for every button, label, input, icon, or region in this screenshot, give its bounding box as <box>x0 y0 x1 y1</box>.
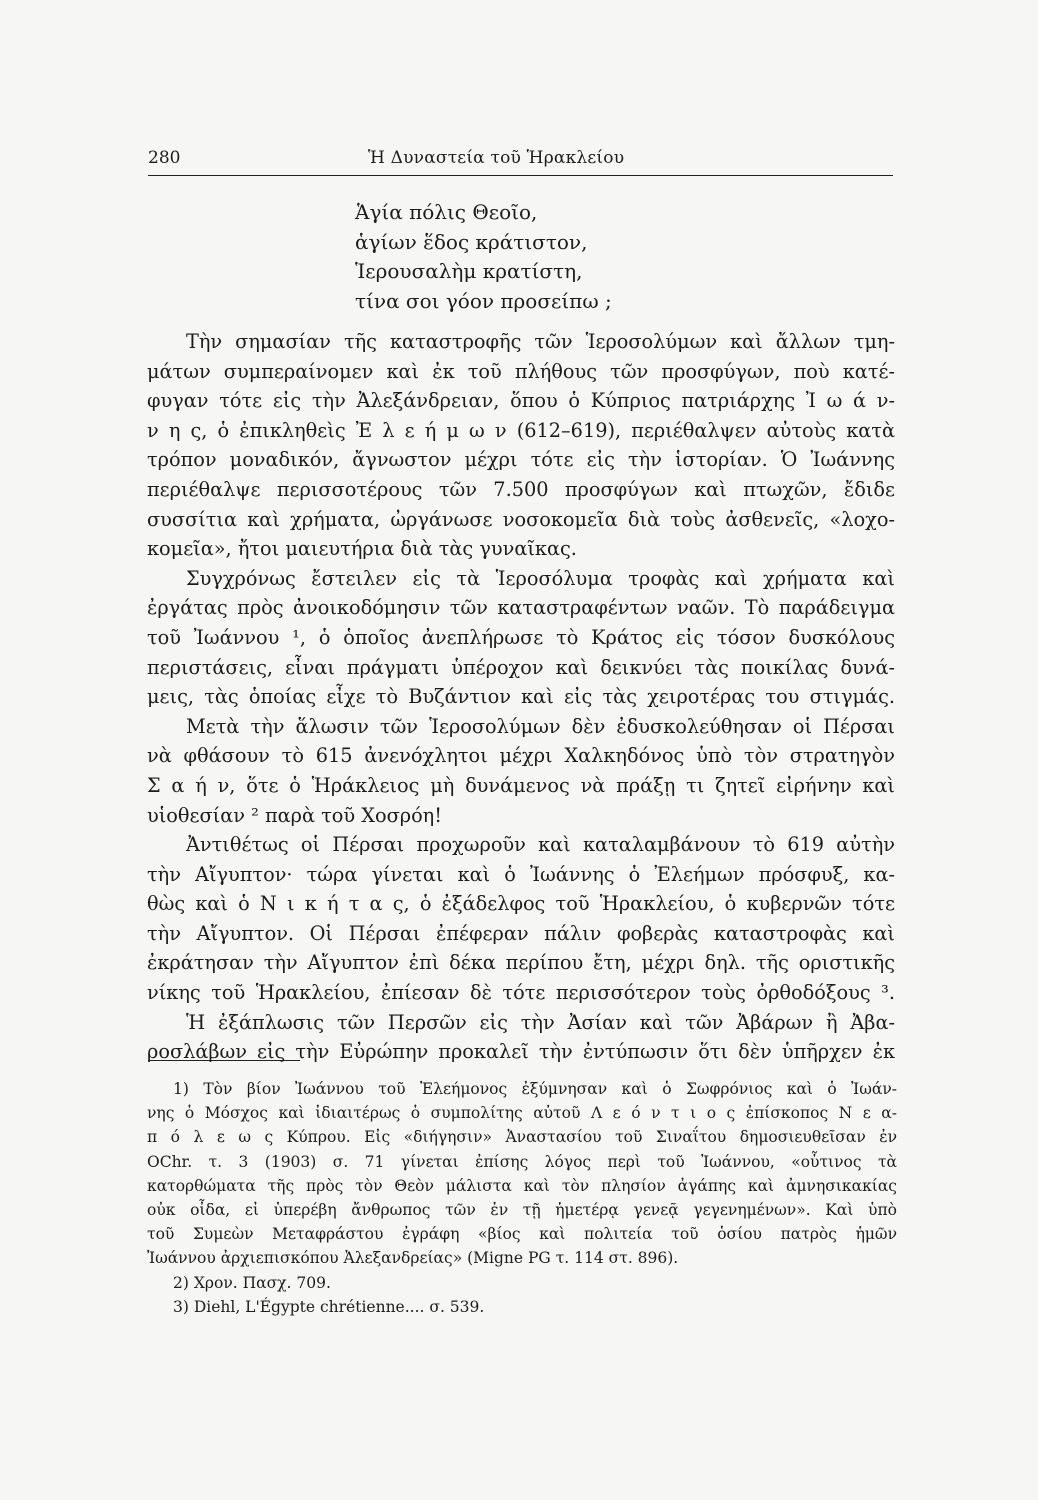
footnote-line: νης ὁ Μόσχος καὶ ἰδιαιτέρως ὁ συμπολίτης αὐτοῦ Λ ε ό ν τ ι ο ς ἐπίσκοπος Ν ε α- <box>147 1104 897 1123</box>
footnote-line: τοῦ Συμεὼν Μεταφράστου ἐγράφη «βίος καὶ πολιτεία τοῦ ὁσίου πατρὸς ἡμῶν <box>147 1225 897 1244</box>
text-line: Ἀντιθέτως οἱ Πέρσαι προχωροῦν καὶ καταλαμβάνουν τὸ 619 αὐτὴν <box>186 833 895 857</box>
footnote-line: π ό λ ε ω ς Κύπρου. Εἰς «διήγησιν» Ἀναστασίου τοῦ Σιναΐτου δημοσιευθεῖσαν ἐν <box>147 1128 897 1147</box>
poem-quotation <box>355 198 612 316</box>
text-line: νὰ φθάσουν τὸ 615 ἀνενόχλητοι μέχρι Χαλκηδόνος ὑπὸ τὸν στρατηγὸν <box>147 744 895 768</box>
text-line: Ἡ ἐξάπλωσις τῶν Περσῶν εἰς τὴν Ἀσίαν καὶ τῶν Ἀβάρων ἢ Ἀβα- <box>186 1010 895 1034</box>
text-line: νίκης τοῦ Ἡρακλείου, ἐπίεσαν δὲ τότε περισσότερον τοὺς ὀρθοδόξους ³. <box>147 981 895 1005</box>
footnote-line: OChr. τ. 3 (1903) σ. 71 γίνεται ἐπίσης λόγος περὶ τοῦ Ἰωάννου, «οὗτινος τὰ <box>147 1152 897 1171</box>
text-line: μεις, τὰς ὁποίας εἶχε τὸ Βυζάντιον καὶ εἰς τὰς χειροτέρας του στιγμάς. <box>147 685 895 709</box>
text-line: τὴν Αἴγυπτον· τώρα γίνεται καὶ ὁ Ἰωάννης ὁ Ἐλεήμων πρόσφυξ, κα- <box>147 862 895 886</box>
footnote-line: 2) Χρον. Πασχ. 709. <box>173 1273 331 1292</box>
main-text <box>147 327 895 1067</box>
footnote-line: 3) Diehl, L'Égypte chrétienne.... σ. 539. <box>173 1297 485 1316</box>
text-line: Συγχρόνως ἔστειλεν εἰς τὰ Ἱεροσόλυμα τροφὰς καὶ χρήματα καὶ <box>186 566 895 590</box>
text-line: περιστάσεις, εἶναι πράγματι ὑπέροχον καὶ δεικνύει τὰς ποικίλας δυνά- <box>147 655 895 679</box>
footnote-line: 1) Τὸν βίον Ἰωάννου τοῦ Ἐλεήμονος ἐξύμνησαν καὶ ὁ Σωφρόνιος καὶ ὁ Ἰωάν- <box>173 1080 897 1098</box>
page-number: 280 <box>148 148 181 168</box>
footnotes <box>147 1077 897 1319</box>
poem-line: τίνα σοι γόον προσείπω ; <box>355 288 612 313</box>
footnote-line: οὐκ οἶδα, εἰ ὑπερέβη ἄνθρωπος τῶν ἐν τῇ ἡμετέρᾳ γενεᾷ γεγενημένων». Καὶ ὑπὸ <box>147 1201 897 1220</box>
text-line: τρόπον μοναδικόν, ἄγνωστον μέχρι τότε εἰς τὴν ἱστορίαν. Ὁ Ἰωάννης <box>147 448 895 472</box>
text-line: Τὴν σημασίαν τῆς καταστροφῆς τῶν Ἱεροσολύμων καὶ ἄλλων τμη- <box>186 330 895 353</box>
poem-line: Ἁγία πόλις Θεοῖο, <box>355 200 538 224</box>
text-line: κομεῖα», ἤτοι μαιευτήρια διὰ τὰς γυναῖκας. <box>147 537 577 561</box>
text-line: φυγαν τότε εἰς τὴν Ἀλεξάνδρειαν, ὅπου ὁ Κύπριος πατριάρχης Ἰ ω ά ν- <box>147 389 895 413</box>
header-rule <box>148 175 893 176</box>
footnote-line: Ἰωάννου ἀρχιεπισκόπου Ἀλεξανδρείας» (Migne PG τ. 114 στ. 896). <box>147 1249 679 1268</box>
page-header <box>148 142 893 178</box>
text-line: ἐκράτησαν τὴν Αἴγυπτον ἐπὶ δέκα περίπου ἔτη, μέχρι δηλ. τῆς οριστικῆς <box>147 951 895 975</box>
text-line: μάτων συμπεραίνομεν καὶ ἐκ τοῦ πλήθους τῶν προσφύγων, ποὺ κατέ- <box>147 359 895 383</box>
text-line: τὴν Αἴγυπτον. Οἱ Πέρσαι ἐπέφεραν πάλιν φοβερὰς καταστροφὰς καὶ <box>147 921 895 945</box>
text-line: Σ α ή ν, ὅτε ὁ Ἡράκλειος μὴ δυνάμενος νὰ πράξῃ τι ζητεῖ εἰρήνην καὶ <box>147 773 895 797</box>
running-title: Ἡ Δυναστεία τοῦ Ἡρακλείου <box>368 148 625 168</box>
text-line: ν η ς, ὁ ἐπικληθεὶς Ἐ λ ε ή μ ω ν (612–619), περιέθαλψεν αὐτοὺς κατὰ <box>147 418 895 442</box>
footnote-line: κατορθώματα τῆς πρὸς τὸν Θεὸν μάλιστα καὶ τὸν πλησίον ἀγάπης καὶ ἀμνησικακίας <box>147 1176 897 1195</box>
footnote-rule <box>148 1060 300 1061</box>
text-line: Μετὰ τὴν ἅλωσιν τῶν Ἱεροσολύμων δὲν ἐδυσκολεύθησαν οἱ Πέρσαι <box>186 714 895 738</box>
text-line: υἱοθεσίαν ² παρὰ τοῦ Χοσρόη! <box>147 803 442 827</box>
poem-line: ἁγίων ἕδος κράτιστον, <box>355 229 588 254</box>
poem-line: Ἱερουσαλὴμ κρατίστη, <box>355 259 583 283</box>
text-line: θὼς καὶ ὁ Ν ι κ ή τ α ς, ὁ ἐξάδελφος τοῦ Ἡρακλείου, ὁ κυβερνῶν τότε <box>147 892 895 916</box>
text-line: ἐργάτας πρὸς ἀνοικοδόμησιν τῶν καταστραφέντων ναῶν. Τὸ παράδειγμα <box>147 596 895 620</box>
text-line: περιέθαλψε περισσοτέρους τῶν 7.500 προσφύγων καὶ πτωχῶν, ἔδιδε <box>147 477 895 501</box>
text-line: ροσλάβων εἰς τὴν Εὐρώπην προκαλεῖ τὴν ἐντύπωσιν ὅτι δὲν ὑπῆρχεν ἐκ <box>147 1040 895 1064</box>
text-line: τοῦ Ἰωάννου ¹, ὁ ὁποῖος ἀνεπλήρωσε τὸ Κράτος εἰς τόσον δυσκόλους <box>147 625 895 649</box>
text-line: συσσίτια καὶ χρήματα, ὠργάνωσε νοσοκομεῖα διὰ τοὺς ἀσθενεῖς, «λοχο- <box>147 507 895 531</box>
